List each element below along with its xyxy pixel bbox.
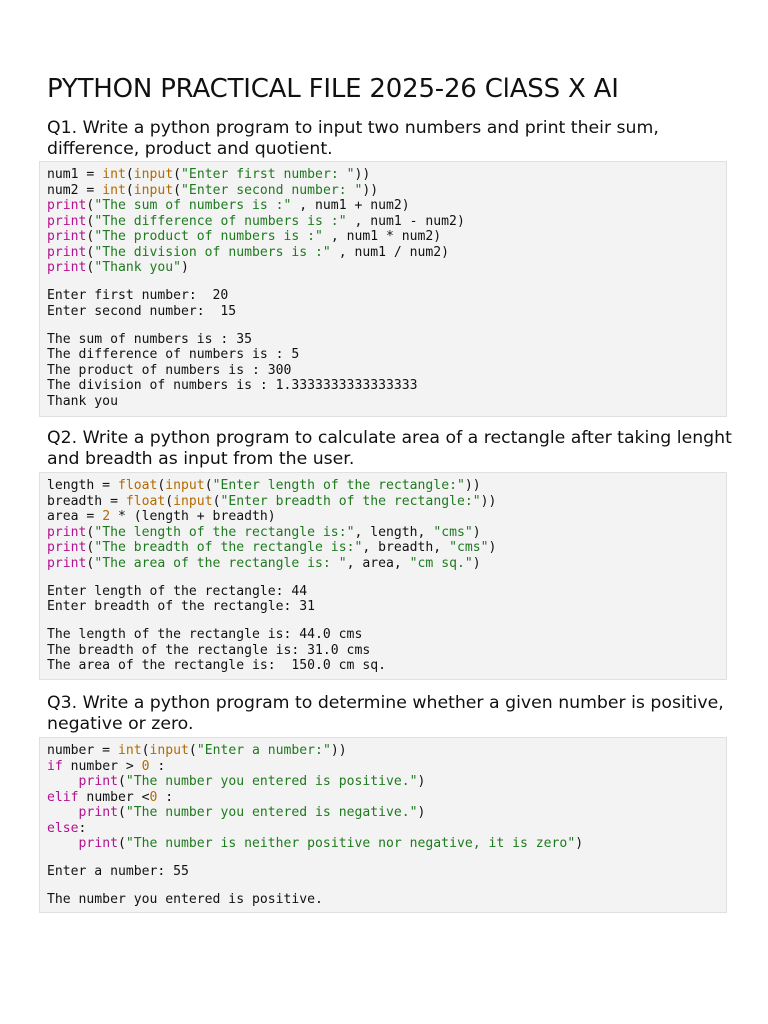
question-1-prompt: Q1. Write a python program to input two numbers and print their sum, difference, product and quotient.	[47, 118, 659, 159]
output-line: The length of the rectangle is: 44.0 cms	[47, 627, 363, 642]
output-line: Enter a number: 55	[47, 864, 189, 879]
code-token: (	[117, 805, 126, 820]
code-token: "Enter length of the rectangle:"	[212, 478, 465, 493]
question-2-code-block	[39, 472, 727, 680]
code-token: :	[157, 789, 174, 805]
output-line: The sum of numbers is : 35	[47, 331, 252, 347]
code-token: "cms"	[449, 540, 489, 555]
code-token: "The difference of numbers is :"	[94, 213, 347, 229]
output-spacer	[47, 615, 726, 628]
code-token: (	[125, 182, 134, 198]
code-line	[47, 525, 726, 541]
code-token: )	[488, 540, 497, 555]
page-title: PYTHON PRACTICAL FILE 2025-26 ClASS X AI	[47, 74, 619, 104]
code-token: )	[417, 774, 426, 789]
code-line	[47, 229, 726, 245]
code-token: num1 =	[47, 167, 103, 182]
code-token: print	[47, 524, 87, 540]
code-token: print	[47, 540, 87, 555]
code-token: (	[157, 478, 166, 493]
code-token: )	[472, 524, 481, 540]
code-token: "The length of the rectangle is:"	[94, 524, 355, 540]
code-line	[47, 198, 726, 214]
code-token: "The number you entered is positive."	[125, 774, 418, 789]
output-line: Enter length of the rectangle: 44	[47, 583, 308, 599]
code-token: (	[86, 213, 95, 229]
code-token: (	[188, 743, 197, 758]
code-token: breadth =	[47, 493, 126, 509]
code-line	[47, 805, 726, 821]
code-token: "Thank you"	[94, 260, 182, 275]
code-token: int	[102, 182, 126, 198]
code-token: "The sum of numbers is :"	[94, 198, 292, 213]
code-token: length =	[47, 478, 118, 493]
code-token: (	[86, 524, 95, 540]
code-token: (	[165, 493, 174, 509]
code-token: "The product of numbers is :"	[94, 229, 323, 244]
code-token: print	[47, 213, 87, 229]
code-token: area =	[47, 509, 103, 524]
code-token: number <	[78, 789, 150, 805]
code-token: print	[47, 244, 87, 260]
output-line: The area of the rectangle is: 150.0 cm sq.	[47, 658, 386, 673]
question-3-code-block	[39, 737, 727, 913]
output-spacer	[47, 319, 726, 332]
output-line: The number you entered is positive.	[47, 892, 323, 907]
code-token: print	[47, 555, 87, 571]
code-token	[47, 774, 79, 789]
code-token: "The area of the rectangle is: "	[94, 555, 347, 571]
code-token: ))	[362, 182, 379, 198]
code-token: )	[181, 260, 189, 275]
code-token: )	[575, 836, 584, 851]
output-spacer	[47, 852, 726, 865]
code-token: (	[212, 493, 221, 509]
code-token: (	[86, 229, 95, 244]
code-token: float	[125, 493, 166, 509]
code-token: ))	[464, 478, 481, 493]
code-token: number >	[62, 758, 142, 774]
question-1-code-block	[39, 161, 727, 417]
code-token: "The number is neither positive nor negative, it is zero"	[125, 836, 576, 851]
code-line	[47, 260, 726, 276]
code-token: , num1 - num2)	[346, 213, 465, 229]
code-token: "The division of numbers is :"	[94, 244, 331, 260]
code-token: (	[173, 182, 182, 198]
code-token: 2	[102, 509, 111, 524]
code-token: "cms"	[433, 524, 473, 540]
code-token: print	[78, 774, 118, 789]
code-token: (	[173, 167, 182, 182]
code-token: , num1 + num2)	[291, 198, 410, 213]
code-token: (	[86, 244, 95, 260]
code-token: "cm sq."	[409, 555, 473, 571]
code-token	[47, 805, 79, 820]
code-token: (	[86, 555, 95, 571]
code-line	[47, 540, 726, 556]
code-token: input	[133, 182, 174, 198]
output-line: The difference of numbers is : 5	[47, 347, 300, 362]
code-line	[47, 743, 726, 759]
code-token: if	[47, 758, 63, 774]
code-token: print	[47, 229, 87, 244]
question-2-prompt: Q2. Write a python program to calculate area of a rectangle after taking lenght and breadth as input from the user.	[47, 428, 732, 469]
code-line	[47, 183, 726, 199]
code-token: input	[133, 167, 174, 182]
code-token: else	[47, 820, 79, 836]
code-token: * (length + breadth)	[110, 509, 276, 524]
output-line: The division of numbers is : 1.3333333333333333	[47, 378, 418, 393]
code-token: (	[204, 478, 213, 493]
code-token: (	[117, 774, 126, 789]
code-line	[47, 836, 726, 852]
code-line	[47, 478, 726, 494]
code-token: "Enter a number:"	[196, 743, 331, 758]
code-token: print	[47, 260, 87, 275]
code-line	[47, 790, 726, 806]
code-token: , length,	[354, 524, 434, 540]
code-token: elif	[47, 789, 79, 805]
code-token: :	[78, 820, 87, 836]
code-token: "Enter breadth of the rectangle:"	[220, 493, 481, 509]
code-token: (	[86, 260, 95, 275]
code-token: (	[117, 836, 126, 851]
code-token: print	[47, 198, 87, 213]
output-line: The breadth of the rectangle is: 31.0 cms	[47, 642, 371, 658]
code-token: (	[141, 743, 150, 758]
code-token: , area,	[346, 555, 410, 571]
code-token: 0	[149, 789, 158, 805]
code-token	[47, 836, 79, 851]
code-token: (	[86, 198, 95, 213]
code-line	[47, 494, 726, 510]
code-token: input	[165, 478, 205, 493]
code-line	[47, 509, 726, 525]
code-token: , num1 / num2)	[330, 244, 450, 260]
output-line: The product of numbers is : 300	[47, 362, 292, 378]
code-token: input	[173, 493, 213, 509]
code-token: "Enter second number: "	[181, 182, 363, 198]
code-token: float	[117, 478, 158, 493]
code-token: input	[149, 743, 189, 758]
code-token: (	[125, 167, 134, 182]
code-token: int	[102, 167, 126, 182]
code-token: ))	[330, 743, 347, 758]
output-spacer	[47, 571, 726, 584]
code-token: int	[117, 743, 142, 758]
code-line	[47, 245, 726, 261]
code-token: )	[417, 805, 426, 820]
code-token: num2 =	[47, 182, 103, 198]
code-token: 0	[141, 758, 150, 774]
code-line	[47, 556, 726, 572]
code-line	[47, 167, 726, 183]
code-token: "The breadth of the rectangle is:"	[94, 540, 363, 555]
code-token: , num1 * num2)	[322, 229, 442, 244]
output-line: Enter second number: 15	[47, 303, 237, 319]
code-line	[47, 214, 726, 230]
output-line: Thank you	[47, 393, 118, 409]
code-token: , breadth,	[362, 540, 450, 555]
code-line	[47, 821, 726, 837]
output-line: Enter first number: 20	[47, 288, 229, 303]
code-token: ))	[480, 493, 497, 509]
code-token: ))	[354, 167, 371, 182]
output-spacer	[47, 276, 726, 289]
code-token: :	[149, 758, 166, 774]
code-token: print	[78, 836, 118, 851]
code-token: )	[472, 555, 481, 571]
code-token: number =	[47, 743, 118, 758]
output-line: Enter breadth of the rectangle: 31	[47, 599, 316, 614]
question-3-prompt: Q3. Write a python program to determine whether a given number is positive, negative or zero.	[47, 693, 724, 734]
code-token: print	[78, 805, 118, 820]
code-token: "The number you entered is negative."	[125, 805, 418, 820]
output-spacer	[47, 880, 726, 893]
code-line	[47, 774, 726, 790]
code-token: (	[86, 540, 95, 555]
code-line	[47, 759, 726, 775]
code-token: "Enter first number: "	[181, 167, 355, 182]
